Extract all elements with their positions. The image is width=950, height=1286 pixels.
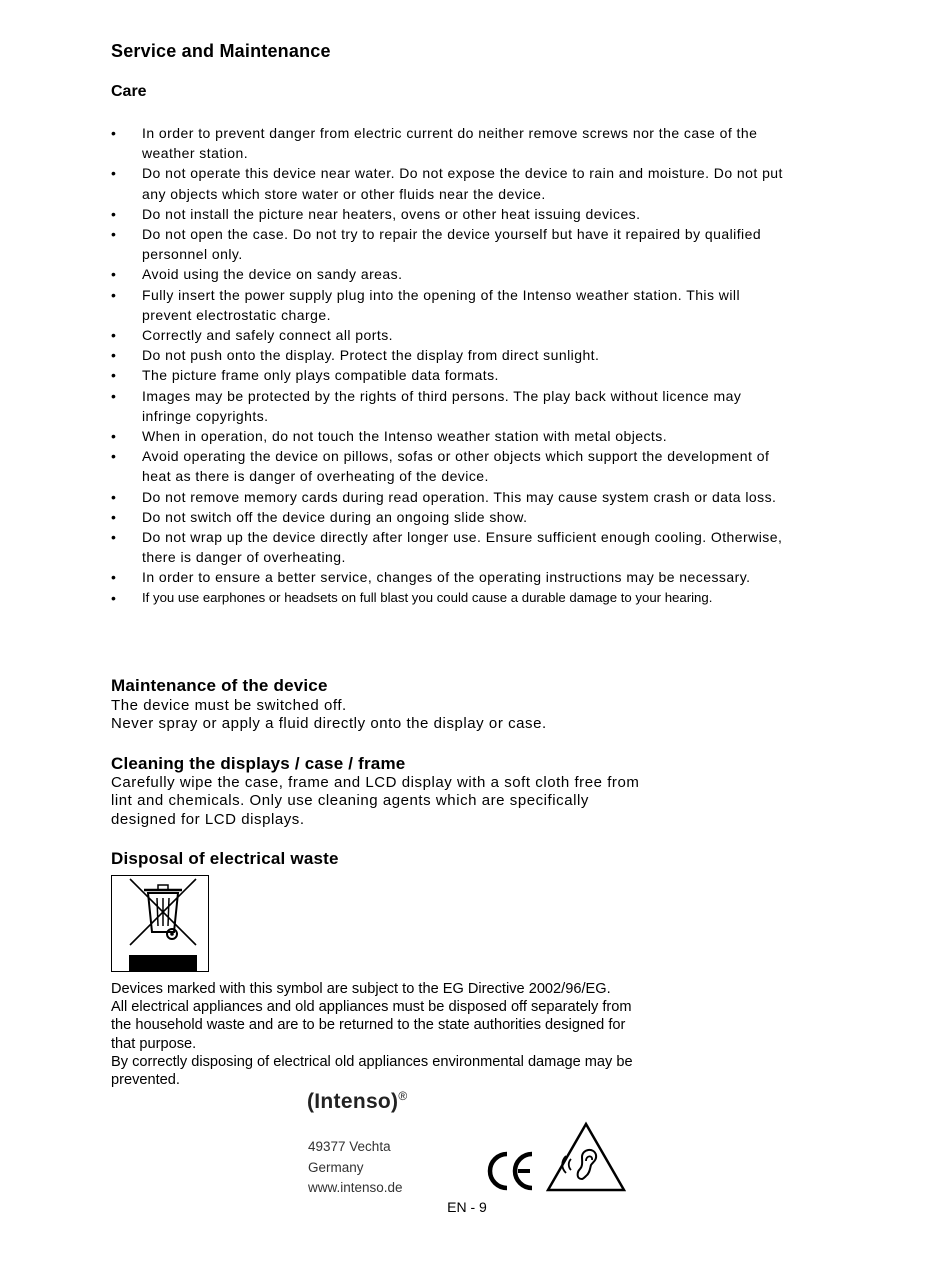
list-item: • Do not operate this device near water. Do not expose the device to rain and moisture. Do not put any objects which store water or other fluids near the device.: [111, 165, 783, 202]
list-item: • Correctly and safely connect all ports.: [111, 327, 393, 344]
list-item: • In order to ensure a better service, changes of the operating instructions may be necessary.: [111, 569, 751, 586]
maintenance-text: [111, 697, 711, 734]
list-item: • When in operation, do not touch the Intenso weather station with metal objects.: [111, 428, 668, 445]
list-item: • Do not open the case. Do not try to repair the device yourself but have it repaired by qualified personnel only.: [111, 226, 762, 263]
page-number: EN - 9: [447, 1199, 487, 1215]
cleaning-heading: Cleaning the displays / case / frame: [111, 754, 406, 773]
weee-crossed-bin-icon: [111, 875, 209, 972]
list-item: • Avoid using the device on sandy areas.: [111, 266, 403, 283]
disposal-text: [111, 980, 701, 1089]
cleaning-line: Carefully wipe the case, frame and LCD display with a soft cloth free from: [111, 774, 640, 791]
maintenance-line: Never spray or apply a fluid directly onto the display or case.: [111, 715, 547, 733]
list-item: • The picture frame only plays compatible data formats.: [111, 367, 499, 384]
cleaning-line: designed for LCD displays.: [111, 810, 305, 828]
brand-name: (Intenso): [307, 1090, 399, 1113]
list-item: • Do not install the picture near heaters, ovens or other heat issuing devices.: [111, 205, 641, 222]
disposal-line: All electrical appliances and old appliances must be disposed off separately from: [111, 999, 632, 1016]
disposal-line: that purpose.: [111, 1035, 197, 1052]
disposal-heading: Disposal of electrical waste: [111, 849, 339, 868]
hearing-warning-icon: [546, 1121, 626, 1193]
list-item: • Do not switch off the device during an ongoing slide show.: [111, 508, 528, 525]
brand-logo: [307, 1089, 408, 1114]
maintenance-heading: Maintenance of the device: [111, 676, 328, 695]
care-list: [111, 123, 791, 608]
list-item: • Avoid operating the device on pillows, sofas or other objects which support the development of heat as there is danger of overheating of the device.: [111, 448, 770, 485]
list-item: • In order to prevent danger from electric current do neither remove screws nor the case of the weather station.: [111, 125, 758, 162]
maintenance-line: The device must be switched off.: [111, 697, 347, 714]
address-line: 49377 Vechta: [308, 1139, 391, 1154]
list-item: • Do not push onto the display. Protect the display from direct sunlight.: [111, 347, 600, 364]
cleaning-text: [111, 774, 711, 829]
list-item: • Images may be protected by the rights of third persons. The play back without licence may infringe copyrights.: [111, 387, 742, 424]
brand-address: [308, 1137, 403, 1199]
address-line: www.intenso.de: [308, 1180, 403, 1195]
list-item: • Fully insert the power supply plug into the opening of the Intenso weather station. This will prevent electrostatic charge.: [111, 286, 741, 323]
cleaning-line: lint and chemicals. Only use cleaning agents which are specifically: [111, 792, 589, 810]
ce-mark-icon: [486, 1150, 536, 1192]
page-title: Service and Maintenance: [111, 41, 331, 61]
address-line: Germany: [308, 1159, 364, 1175]
list-item: • If you use earphones or headsets on full blast you could cause a durable damage to your hearing.: [111, 589, 713, 606]
disposal-line: the household waste and are to be returned to the state authorities designed for: [111, 1017, 626, 1034]
list-item: • Do not remove memory cards during read operation. This may cause system crash or data loss.: [111, 488, 777, 505]
disposal-line: Devices marked with this symbol are subject to the EG Directive 2002/96/EG.: [111, 981, 611, 997]
disposal-line: By correctly disposing of electrical old appliances environmental damage may be: [111, 1053, 633, 1070]
care-heading: Care: [111, 83, 147, 100]
registered-mark: ®: [398, 1089, 408, 1103]
list-item: • Do not wrap up the device directly after longer use. Ensure sufficient enough cooling. Otherwise, there is danger of overheating.: [111, 529, 783, 566]
disposal-line: prevented.: [111, 1072, 180, 1089]
